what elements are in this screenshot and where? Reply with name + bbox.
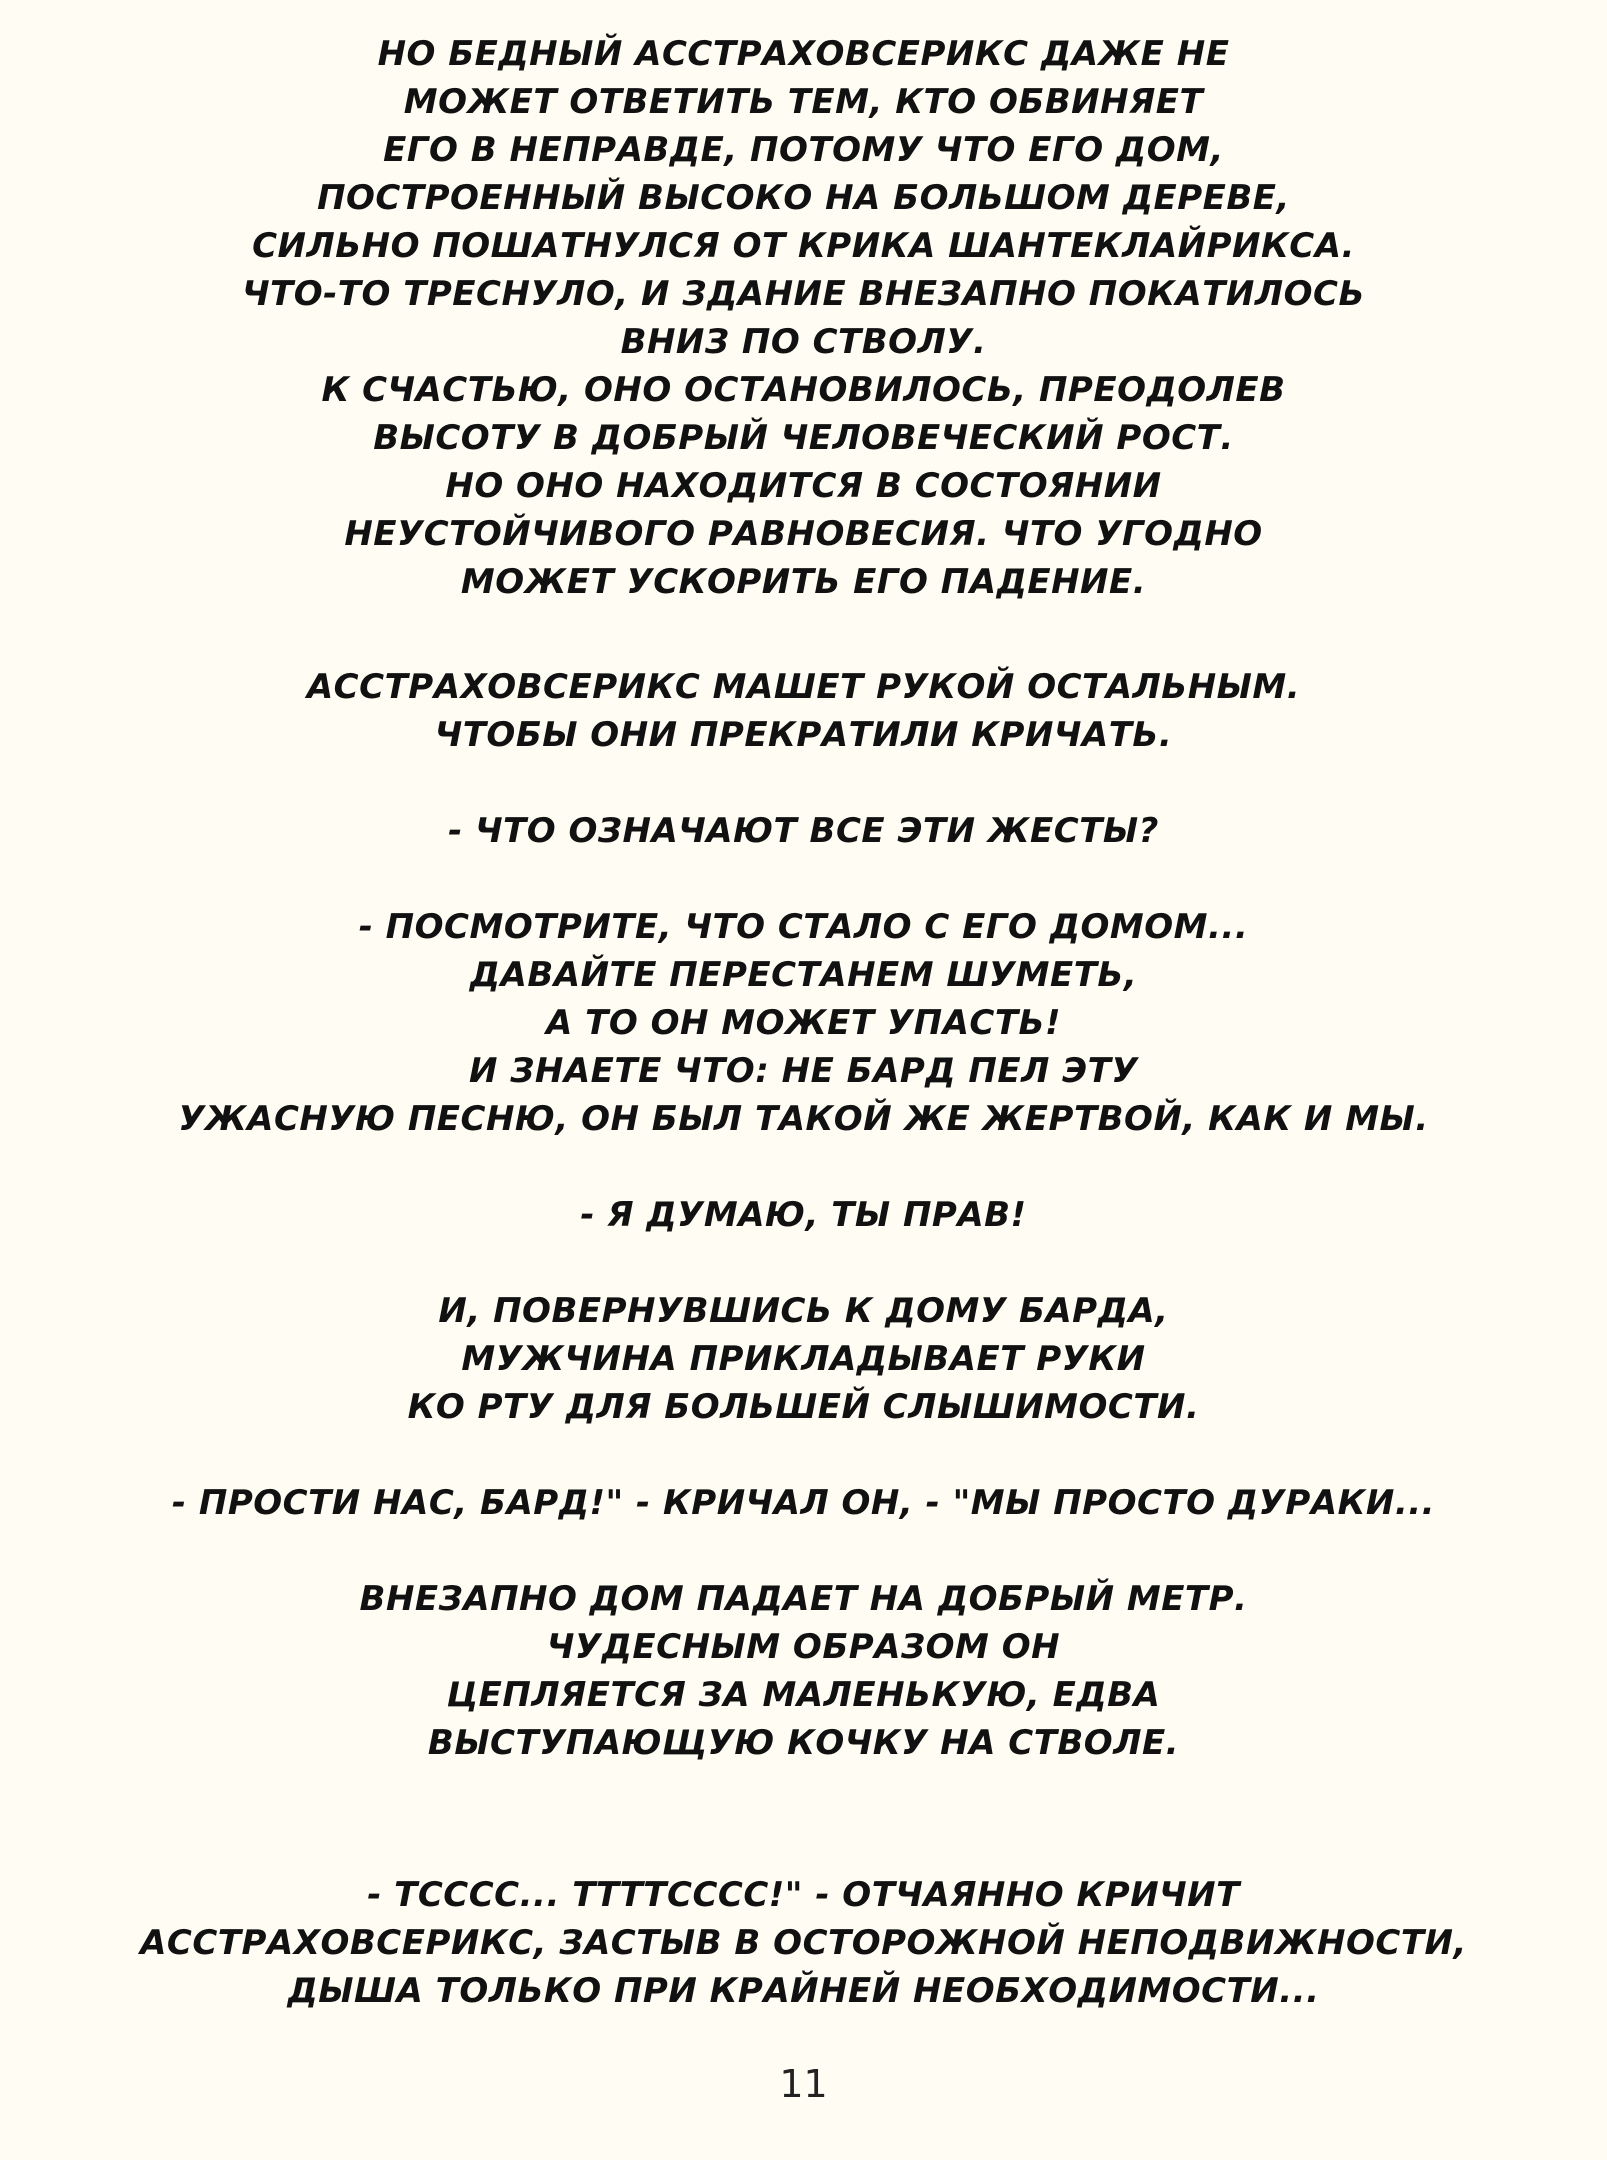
text-line: ВЫСТУПАЮЩУЮ КОЧКУ НА СТВОЛЕ. <box>427 1723 1180 1763</box>
text-line: ПОСТРОЕННЫЙ ВЫСОКО НА БОЛЬШОМ ДЕРЕВЕ, <box>317 178 1290 218</box>
text-line: К СЧАСТЬЮ, ОНО ОСТАНОВИЛОСЬ, ПРЕОДОЛЕВ <box>321 370 1286 410</box>
text-line: - ПОСМОТРИТЕ, ЧТО СТАЛО С ЕГО ДОМОМ... <box>358 907 1249 947</box>
text-line: А ТО ОН МОЖЕТ УПАСТЬ! <box>546 1003 1061 1043</box>
page-number: 11 <box>779 2062 828 2106</box>
narration-text-block <box>60 30 1547 2015</box>
paragraph-look-at-house <box>60 903 1547 1143</box>
text-line: НЕУСТОЙЧИВОГО РАВНОВЕСИЯ. ЧТО УГОДНО <box>344 514 1263 554</box>
text-line: ЧУДЕСНЫМ ОБРАЗОМ ОН <box>546 1627 1061 1667</box>
text-line: НО ОНО НАХОДИТСЯ В СОСТОЯНИИ <box>445 466 1162 506</box>
text-line: АССТРАХОВСЕРИКС МАШЕТ РУКОЙ ОСТАЛЬНЫМ. <box>306 667 1301 707</box>
paragraph-house-falls <box>60 1575 1547 1767</box>
text-line: ВЫСОТУ В ДОБРЫЙ ЧЕЛОВЕЧЕСКИЙ РОСТ. <box>373 418 1234 458</box>
text-line: ЧТО-ТО ТРЕСНУЛО, И ЗДАНИЕ ВНЕЗАПНО ПОКАТИЛОСЬ <box>242 274 1365 314</box>
text-line: И, ПОВЕРНУВШИСЬ К ДОМУ БАРДА, <box>438 1291 1169 1331</box>
paragraph-you-are-right <box>60 1191 1547 1239</box>
text-line: МОЖЕТ ОТВЕТИТЬ ТЕМ, КТО ОБВИНЯЕТ <box>403 82 1204 122</box>
text-line: ЧТОБЫ ОНИ ПРЕКРАТИЛИ КРИЧАТЬ. <box>434 715 1173 755</box>
text-line: ЕГО В НЕПРАВДЕ, ПОТОМУ ЧТО ЕГО ДОМ, <box>383 130 1224 170</box>
paragraph-turning-to-house <box>60 1287 1547 1431</box>
paragraph-gestures-question <box>60 807 1547 855</box>
text-line: КО РТУ ДЛЯ БОЛЬШЕЙ СЛЫШИМОСТИ. <box>407 1387 1200 1427</box>
text-line: МОЖЕТ УСКОРИТЬ ЕГО ПАДЕНИЕ. <box>460 562 1147 602</box>
text-line: ДЫША ТОЛЬКО ПРИ КРАЙНЕЙ НЕОБХОДИМОСТИ... <box>287 1971 1320 2011</box>
text-line: - ТССCC... ТТТТССCC!" - ОТЧАЯННО КРИЧИТ <box>367 1875 1240 1915</box>
text-line: ЦЕПЛЯЕТСЯ ЗА МАЛЕНЬКУЮ, ЕДВА <box>446 1675 1161 1715</box>
text-line: ДАВАЙТЕ ПЕРЕСТАНЕМ ШУМЕТЬ, <box>469 955 1138 995</box>
text-line: И ЗНАЕТЕ ЧТО: НЕ БАРД ПЕЛ ЭТУ <box>468 1051 1139 1091</box>
text-line: МУЖЧИНА ПРИКЛАДЫВАЕТ РУКИ <box>461 1339 1146 1379</box>
text-line: УЖАСНУЮ ПЕСНЮ, ОН БЫЛ ТАКОЙ ЖЕ ЖЕРТВОЙ, КАК И МЫ. <box>178 1099 1429 1139</box>
text-line: - Я ДУМАЮ, ТЫ ПРАВ! <box>580 1195 1027 1235</box>
paragraph-forgive-us <box>60 1479 1547 1527</box>
text-line: ВНЕЗАПНО ДОМ ПАДАЕТ НА ДОБРЫЙ МЕТР. <box>359 1579 1248 1619</box>
paragraph-house-shaken <box>60 30 1547 606</box>
text-line: НО БЕДНЫЙ АССТРАХОВСЕРИКС ДАЖЕ НЕ <box>377 34 1230 74</box>
paragraph-shush <box>60 1871 1547 2015</box>
text-line: - ПРОСТИ НАС, БАРД!" - КРИЧАЛ ОН, - "МЫ ПРОСТО ДУРАКИ... <box>171 1483 1436 1523</box>
paragraph-waves-hand <box>60 663 1547 759</box>
text-line: СИЛЬНО ПОШАТНУЛСЯ ОТ КРИКА ШАНТЕКЛАЙРИКСА. <box>252 226 1355 266</box>
text-line: - ЧТО ОЗНАЧАЮТ ВСЕ ЭТИ ЖЕСТЫ? <box>448 811 1159 851</box>
text-line: АССТРАХОВСЕРИКС, ЗАСТЫВ В ОСТОРОЖНОЙ НЕПОДВИЖНОСТИ, <box>140 1923 1467 1963</box>
text-line: ВНИЗ ПО СТВОЛУ. <box>620 322 987 362</box>
